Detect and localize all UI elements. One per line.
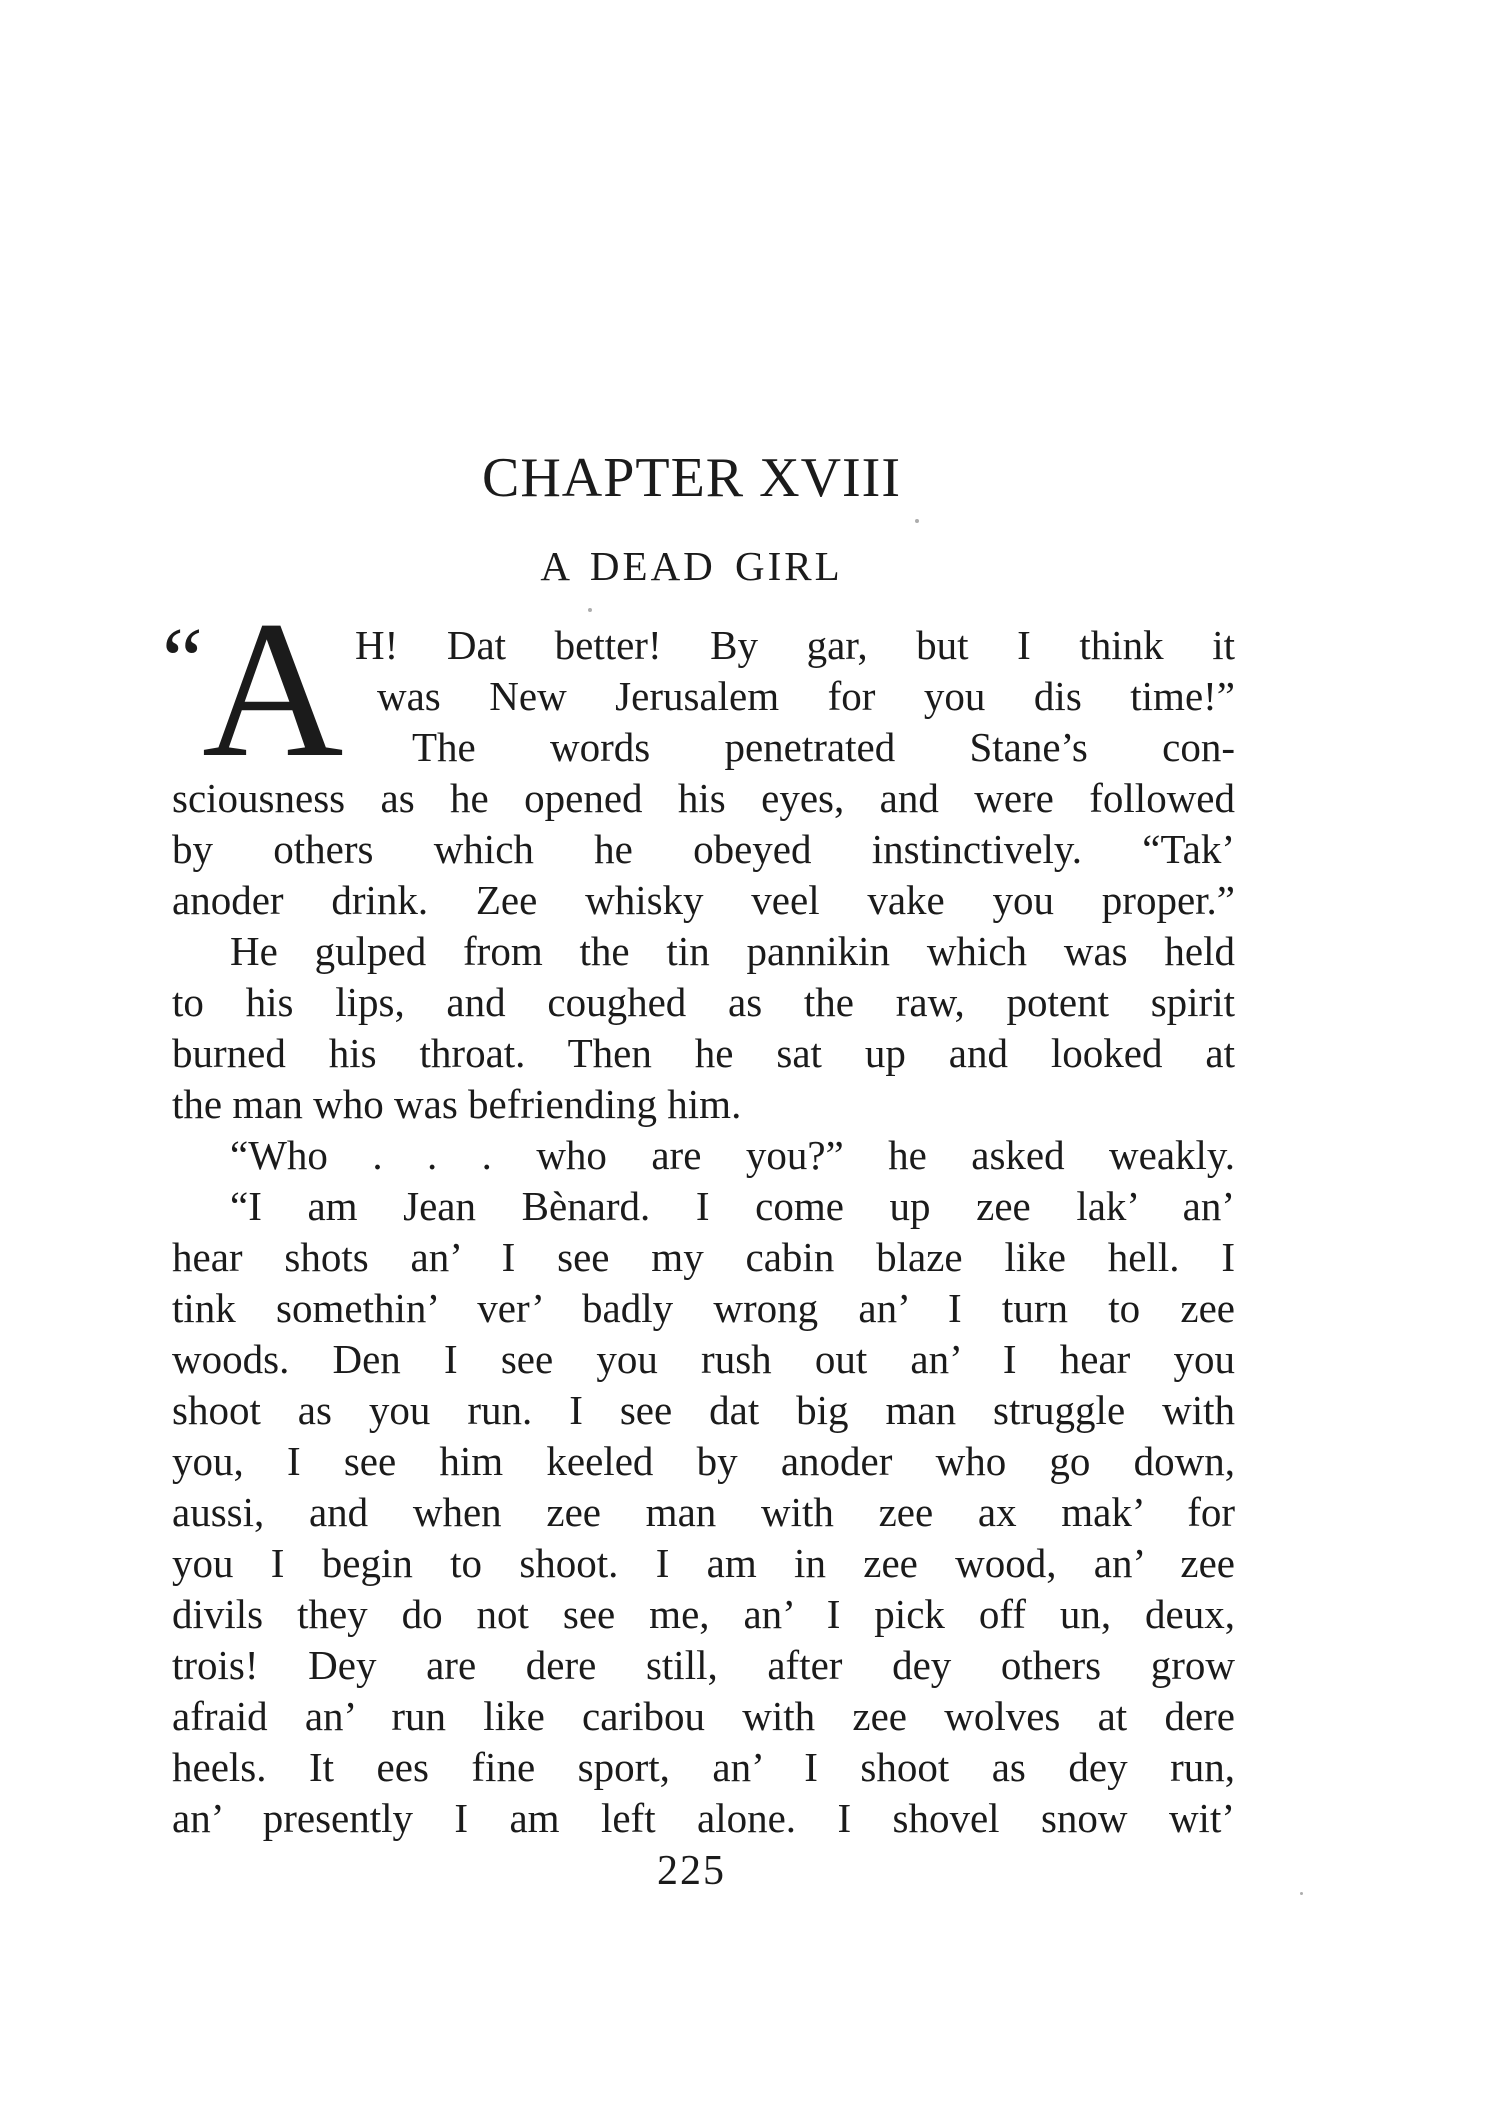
text-line: burned his throat. Then he sat up and looked at — [172, 1030, 1235, 1076]
text-line: the man who was befriending him. — [172, 1081, 742, 1127]
text-line: was New Jerusalem for you dis time!” — [377, 673, 1235, 719]
opening-quote-mark: “ — [162, 609, 203, 711]
drop-cap-letter: A — [202, 581, 344, 798]
text-line: He gulped from the tin pannikin which was held — [230, 928, 1235, 974]
text-line: H! Dat better! By gar, but I think it — [355, 622, 1235, 668]
scan-speck — [1300, 1892, 1303, 1895]
text-line: “I am Jean Bènard. I come up zee lak’ an’ — [230, 1183, 1235, 1229]
text-line: “Who . . . who are you?” he asked weakly. — [230, 1132, 1235, 1178]
text-line: by others which he obeyed instinctively. “Tak’ — [172, 826, 1235, 872]
text-line: aussi, and when zee man with zee ax mak’ for — [172, 1489, 1235, 1535]
scan-speck — [915, 519, 919, 523]
chapter-title: CHAPTER XVIII — [482, 447, 901, 509]
page-number: 225 — [657, 1848, 726, 1894]
text-line: woods. Den I see you rush out an’ I hear you — [172, 1336, 1235, 1382]
text-line: shoot as you run. I see dat big man struggle with — [172, 1387, 1235, 1433]
text-line: divils they do not see me, an’ I pick off un, deux, — [172, 1591, 1235, 1637]
text-line: you I begin to shoot. I am in zee wood, an’ zee — [172, 1540, 1235, 1586]
scan-speck — [588, 608, 592, 612]
text-line: tink somethin’ ver’ badly wrong an’ I turn to zee — [172, 1285, 1235, 1331]
text-line: you, I see him keeled by anoder who go down, — [172, 1438, 1235, 1484]
text-line: to his lips, and coughed as the raw, potent spirit — [172, 979, 1235, 1025]
chapter-subtitle: A DEAD GIRL — [540, 543, 843, 589]
text-line: an’ presently I am left alone. I shovel snow wit’ — [172, 1795, 1235, 1841]
text-line: anoder drink. Zee whisky veel vake you proper.” — [172, 877, 1235, 923]
body-text — [162, 581, 1235, 1844]
text-line: afraid an’ run like caribou with zee wolves at dere — [172, 1693, 1235, 1739]
text-line: hear shots an’ I see my cabin blaze like hell. I — [172, 1234, 1235, 1280]
text-line: heels. It ees fine sport, an’ I shoot as dey run, — [172, 1744, 1235, 1790]
text-line: The words penetrated Stane’s con- — [412, 724, 1235, 770]
text-line: sciousness as he opened his eyes, and were followed — [172, 775, 1235, 821]
text-line: trois! Dey are dere still, after dey others grow — [172, 1642, 1235, 1688]
body-lines — [172, 620, 1235, 1844]
